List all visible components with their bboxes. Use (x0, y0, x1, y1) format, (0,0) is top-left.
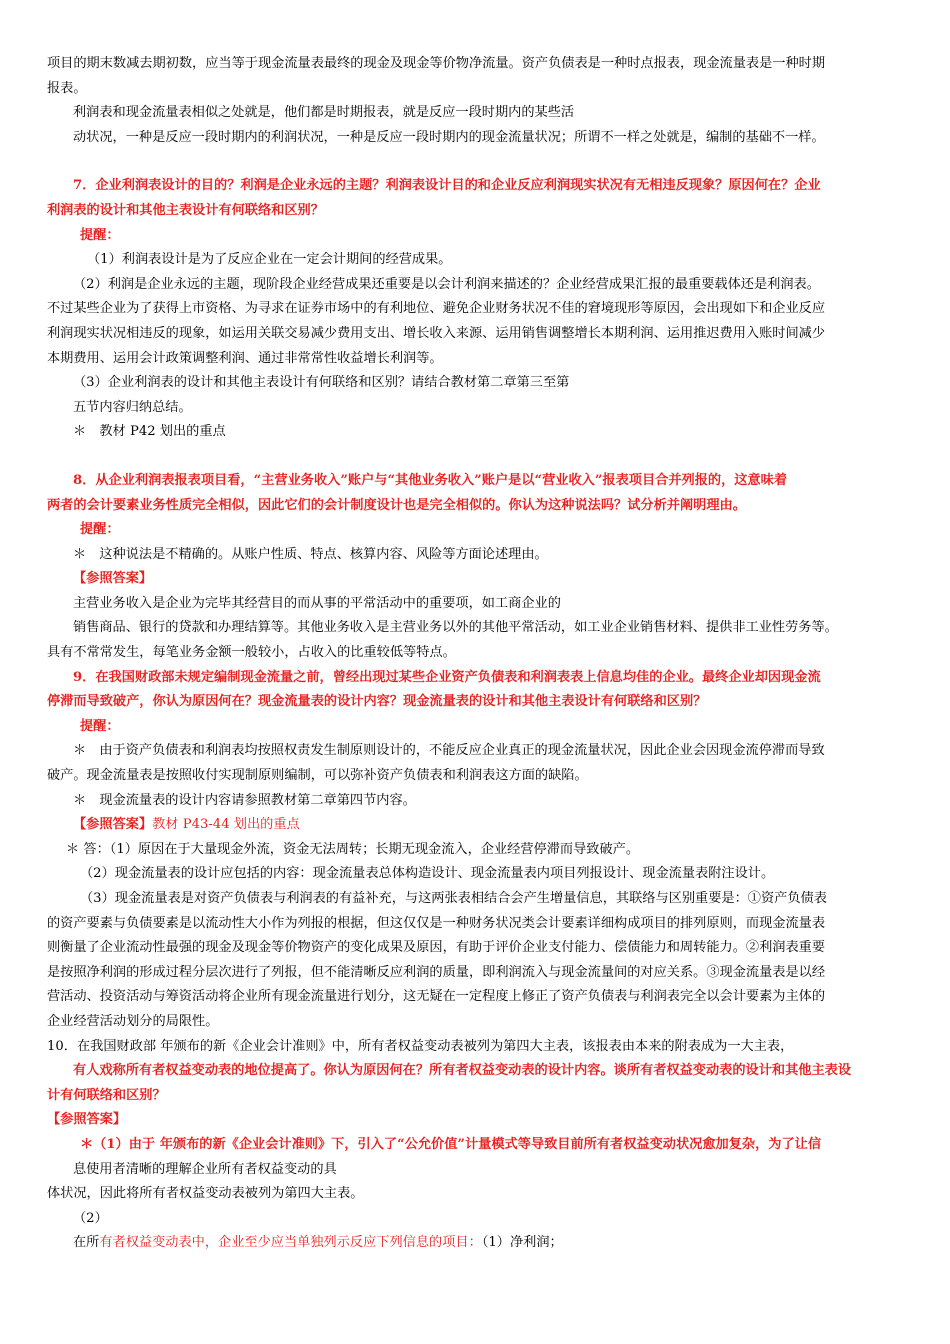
question-8-title: 两者的会计要素业务性质完全相似，因此它们的会计制度设计也是完全相似的。你认为这种说法吗？试分析并阐明理由。 (47, 497, 746, 513)
text-line: 项目的期末数减去期初数，应当等于现金流量表最终的现金及现金等价物净流量。资产负债表是一种时点报表，现金流量表是一种时期 (47, 56, 826, 71)
text-line: 10．在我国财政部 年颁布的新《企业会计准则》中，所有者权益变动表被列为第四大主表，该报表由本来的附表成为一大主表， (47, 1038, 794, 1054)
text-line: 五节内容归纳总结。 (73, 399, 192, 415)
text-fragment: 在所 (73, 1235, 100, 1251)
text-line: （1）利润表设计是为了反应企业在一定会计期间的经营成果。 (87, 252, 452, 268)
text-line: 营活动、投资活动与筹资活动将企业所有现金流量进行划分，这无疑在一定程度上修正了资产负债表与利润表完全以会计要素为主体的 (47, 989, 826, 1005)
text-line: （3）现金流量表是对资产负债表与利润表的有益补充，与这两张表相结合会产生增量信息，其联络与区别重要是：①资产负债表 (80, 891, 827, 906)
text-line: 不过某些企业为了获得上市资格、为寻求在证券市场中的有利地位、避免企业财务状况不佳的窘境现形等原因，会出现如下和企业反应 (47, 301, 826, 317)
reference-answer-label: 【参照答案】 (73, 817, 153, 833)
text-line: 具有不常常发生，每笔业务金额一般较小，占收入的比重较低等特点。 (47, 645, 456, 661)
text-fragment: （1）净利润； (481, 1235, 563, 1251)
question-7-title: 利润表的设计和其他主表设计有何联络和区别？ (47, 202, 324, 218)
text-line: （2）利润是企业永远的主题，现阶段企业经营成果还重要是以会计利润来描述的？企业经营成果汇报的最重要载体还是利润表。 (73, 276, 820, 292)
question-7-title: 7．企业利润表设计的目的？利润是企业永远的主题？利润表设计目的和企业反应利润现实状况有无相违反现象？原因何在？企业 (73, 178, 821, 194)
textbook-reference: 教材 P43-44 划出的重点 (152, 817, 300, 833)
reference-answer-label: ＊（1）由于 年颁布的新《企业会计准则》下，引入了“公允价值”计量模式等导致目前所有者权益变动状况愈加复杂，为了让信 (80, 1136, 822, 1152)
text-line: 本期费用、运用会计政策调整利润、通过非常常性收益增长利润等。 (47, 350, 443, 366)
text-line: ＊ 答：（1）原因在于大量现金外流，资金无法周转；长期无现金流入，企业经营停滞而导致破产。 (66, 841, 640, 857)
text-line: 企业经营活动划分的局限性。 (47, 1013, 219, 1029)
text-line: ＊ 现金流量表的设计内容请参照教材第二章第四节内容。 (73, 792, 416, 808)
text-line (0, 1231, 950, 1256)
text-line: 主营业务收入是企业为完毕其经营目的而从事的平常活动中的重要项，如工商企业的 (73, 595, 561, 611)
text-line: ＊ 教材 P42 划出的重点 (73, 424, 226, 440)
question-9-title: 停滞而导致破产，你认为原因何在？现金流量表的设计内容？现金流量表的设计和其他主表设计有何联络和区别？ (47, 694, 707, 710)
text-line: 动状况，一种是反应一段时期内的利润状况，一种是反应一段时期内的现金流量状况；所谓不一样之处就是，编制的基础不一样。 (73, 129, 825, 145)
text-line: 则衡量了企业流动性最强的现金及现金等价物资产的变化成果及原因，有助于评价企业支付能力、偿债能力和周转能力。②利润表重要 (47, 940, 826, 956)
text-line (0, 1256, 950, 1281)
text-line: 的资产要素与负债要素是以流动性大小作为列报的根据，但这仅仅是一种财务状况类会计要素详细构成项目的排列原则，而现金流量表 (47, 915, 826, 931)
text-line: （2） (73, 1210, 108, 1226)
question-10-title: 计有何联络和区别？ (47, 1087, 166, 1103)
text-line: 体状况，因此将所有者权益变动表被列为第四大主表。 (47, 1186, 364, 1202)
reminder-label: 提醒： (80, 522, 120, 538)
text-line: 息使用者清晰的理解企业所有者权益变动的具 (73, 1161, 337, 1177)
reminder-label: 提醒： (80, 718, 120, 734)
text-line: 利润表和现金流量表相似之处就是，他们都是时期报表，就是反应一段时期内的某些活 (73, 105, 575, 121)
question-10-title: 有人戏称所有者权益变动表的地位提高了。你认为原因何在？所有者权益变动表的设计内容。谈所有者权益变动表的设计和其他主表设 (73, 1063, 852, 1079)
question-10-title: 【参照答案】 (47, 1112, 127, 1128)
reference-answer-label: 【参照答案】 (73, 571, 153, 587)
document-page (0, 52, 950, 1281)
reminder-label: 提醒： (80, 227, 120, 243)
text-line (0, 813, 950, 838)
text-line: 销售商品、银行的贷款和办理结算等。其他业务收入是主营业务以外的其他平常活动，如工业企业销售材料、提供非工业性劳务等。 (73, 620, 838, 636)
text-line: ＊ 这种说法是不精确的。从账户性质、特点、核算内容、风险等方面论述理由。 (73, 546, 548, 562)
text-line: （3）企业利润表的设计和其他主表设计有何联络和区别？请结合教材第二章第三至第 (73, 375, 570, 391)
text-line: 破产。现金流量表是按照收付实现制原则编制，可以弥补资产负债表和利润表这方面的缺陷。 (47, 768, 588, 784)
question-8-title: 8．从企业利润表报表项目看，“主营业务收入”账户与“其他业务收入”账户是以“营业收入”报表项目合并列报的，这意味着 (73, 472, 788, 488)
text-line: ＊ 由于资产负债表和利润表均按照权责发生制原则设计的，不能反应企业真正的现金流量状况，因此企业会因现金流停滞而导致 (73, 743, 825, 759)
text-line: （2）现金流量表的设计应包括的内容：现金流量表总体构造设计、现金流量表内项目列报设计、现金流量表附注设计。 (80, 866, 775, 882)
highlighted-text: 有者权益变动表中，企业至少应当单独列示反应下列信息的项目： (99, 1235, 482, 1251)
text-line: 是按照净利润的形成过程分层次进行了列报，但不能清晰反应利润的质量，即利润流入与现金流量间的对应关系。③现金流量表是以经 (47, 964, 826, 980)
text-line: 报表。 (47, 80, 87, 96)
text-line: 利润现实状况相违反的现象，如运用关联交易减少费用支出、增长收入来源、运用销售调整增长本期利润、运用推迟费用入账时间减少 (47, 325, 826, 341)
question-9-title: 9．在我国财政部未规定编制现金流量之前，曾经出现过某些企业资产负债表和利润表表上信息均佳的企业。最终企业却因现金流 (73, 669, 821, 685)
